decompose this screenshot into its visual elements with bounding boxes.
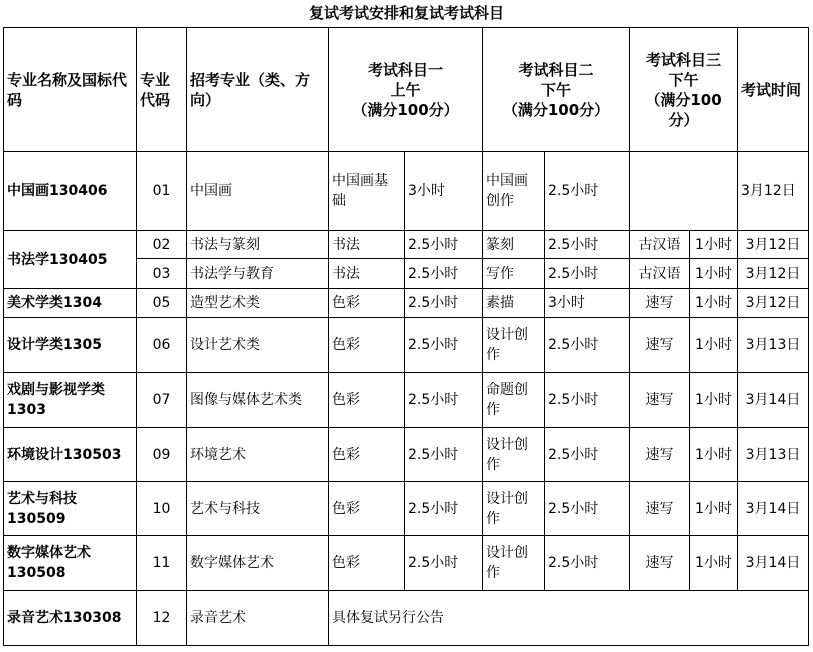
cell-code: 12 — [137, 591, 187, 646]
cell-subject-1: 中国画基础 — [329, 152, 405, 231]
cell-duration-2: 2.5小时 — [545, 482, 630, 536]
cell-date: 3月12日 — [738, 259, 809, 289]
cell-subject-2: 素描 — [483, 289, 545, 318]
cell-subject-3: 古汉语 — [630, 259, 690, 289]
page-title: 复试考试安排和复试考试科目 — [308, 4, 504, 22]
cell-duration-1: 2.5小时 — [405, 231, 483, 259]
cell-direction: 环境艺术 — [187, 428, 329, 482]
cell-date: 3月13日 — [738, 318, 809, 373]
cell-direction: 录音艺术 — [187, 591, 329, 646]
cell-duration-3 — [690, 152, 738, 231]
header-direction: 招考专业（类、方向） — [187, 28, 329, 152]
cell-duration-1: 2.5小时 — [405, 482, 483, 536]
cell-duration-3: 1小时 — [690, 482, 738, 536]
cell-duration-1: 2.5小时 — [405, 536, 483, 591]
cell-subject-3 — [630, 152, 690, 231]
cell-major: 书法学130405 — [4, 231, 137, 289]
cell-subject-1: 色彩 — [329, 373, 405, 428]
cell-duration-2: 2.5小时 — [545, 318, 630, 373]
cell-subject-3: 速写 — [630, 318, 690, 373]
cell-duration-2: 3小时 — [545, 289, 630, 318]
table-row — [4, 289, 809, 318]
cell-duration-1: 2.5小时 — [405, 373, 483, 428]
cell-subject-1: 色彩 — [329, 482, 405, 536]
cell-date: 3月12日 — [738, 231, 809, 259]
cell-subject-2: 设计创作 — [483, 428, 545, 482]
cell-subject-2: 设计创作 — [483, 318, 545, 373]
cell-duration-1: 2.5小时 — [405, 289, 483, 318]
cell-subject-2: 写作 — [483, 259, 545, 289]
cell-subject-2: 命题创作 — [483, 373, 545, 428]
cell-duration-3: 1小时 — [690, 289, 738, 318]
cell-code: 11 — [137, 536, 187, 591]
table-row — [4, 482, 809, 536]
cell-duration-3: 1小时 — [690, 536, 738, 591]
cell-duration-3: 1小时 — [690, 373, 738, 428]
cell-date: 3月14日 — [738, 373, 809, 428]
cell-code: 03 — [137, 259, 187, 289]
cell-major: 录音艺术130308 — [4, 591, 137, 646]
header-row — [4, 28, 809, 152]
header-time: 考试时间 — [738, 28, 809, 152]
cell-code: 06 — [137, 318, 187, 373]
cell-duration-2: 2.5小时 — [545, 259, 630, 289]
cell-duration-1: 2.5小时 — [405, 428, 483, 482]
cell-duration-2: 2.5小时 — [545, 152, 630, 231]
cell-date: 3月14日 — [738, 536, 809, 591]
cell-subject-2: 中国画创作 — [483, 152, 545, 231]
cell-subject-3: 速写 — [630, 373, 690, 428]
header-major: 专业名称及国标代码 — [4, 28, 137, 152]
cell-subject-2: 篆刻 — [483, 231, 545, 259]
cell-duration-2: 2.5小时 — [545, 428, 630, 482]
table-row — [4, 536, 809, 591]
table-row — [4, 152, 809, 231]
table-row — [4, 318, 809, 373]
cell-direction: 中国画 — [187, 152, 329, 231]
cell-duration-2: 2.5小时 — [545, 373, 630, 428]
cell-subject-1: 色彩 — [329, 318, 405, 373]
cell-subject-1: 色彩 — [329, 289, 405, 318]
cell-subject-3: 速写 — [630, 482, 690, 536]
cell-major: 设计学类1305 — [4, 318, 137, 373]
cell-duration-1: 2.5小时 — [405, 259, 483, 289]
cell-subject-1: 色彩 — [329, 428, 405, 482]
cell-date: 3月12日 — [738, 289, 809, 318]
cell-subject-3: 速写 — [630, 289, 690, 318]
header-code: 专业代码 — [137, 28, 187, 152]
cell-subject-3: 速写 — [630, 536, 690, 591]
cell-code: 01 — [137, 152, 187, 231]
header-subject-1: 考试科目一 上午 （满分100分） — [329, 28, 483, 152]
exam-schedule-table — [3, 27, 809, 646]
cell-subject-1: 色彩 — [329, 536, 405, 591]
cell-major: 艺术与科技130509 — [4, 482, 137, 536]
cell-major: 环境设计130503 — [4, 428, 137, 482]
table-row — [4, 428, 809, 482]
cell-code: 07 — [137, 373, 187, 428]
cell-direction: 造型艺术类 — [187, 289, 329, 318]
cell-direction: 艺术与科技 — [187, 482, 329, 536]
table-row — [4, 591, 809, 646]
cell-duration-3: 1小时 — [690, 428, 738, 482]
cell-major: 美术学类1304 — [4, 289, 137, 318]
cell-subject-2: 设计创作 — [483, 536, 545, 591]
table-row — [4, 231, 809, 259]
table-row — [4, 373, 809, 428]
cell-code: 02 — [137, 231, 187, 259]
cell-direction: 书法学与教育 — [187, 259, 329, 289]
cell-major: 中国画130406 — [4, 152, 137, 231]
cell-subject-1: 书法 — [329, 259, 405, 289]
cell-code: 09 — [137, 428, 187, 482]
cell-duration-2: 2.5小时 — [545, 231, 630, 259]
cell-duration-3: 1小时 — [690, 259, 738, 289]
cell-subject-1: 书法 — [329, 231, 405, 259]
cell-code: 10 — [137, 482, 187, 536]
cell-duration-1: 2.5小时 — [405, 318, 483, 373]
cell-duration-1: 3小时 — [405, 152, 483, 231]
cell-date: 3月12日 — [738, 152, 809, 231]
cell-duration-3: 1小时 — [690, 318, 738, 373]
cell-note: 具体复试另行公告 — [329, 591, 809, 646]
cell-subject-2: 设计创作 — [483, 482, 545, 536]
cell-duration-3: 1小时 — [690, 231, 738, 259]
cell-major: 数字媒体艺术130508 — [4, 536, 137, 591]
cell-direction: 设计艺术类 — [187, 318, 329, 373]
cell-date: 3月14日 — [738, 482, 809, 536]
header-subject-2: 考试科目二 下午 （满分100分） — [483, 28, 630, 152]
cell-direction: 数字媒体艺术 — [187, 536, 329, 591]
cell-major: 戏剧与影视学类1303 — [4, 373, 137, 428]
cell-code: 05 — [137, 289, 187, 318]
cell-subject-3: 古汉语 — [630, 231, 690, 259]
cell-duration-2: 2.5小时 — [545, 536, 630, 591]
cell-direction: 图像与媒体艺术类 — [187, 373, 329, 428]
cell-date: 3月13日 — [738, 428, 809, 482]
cell-subject-3: 速写 — [630, 428, 690, 482]
cell-direction: 书法与篆刻 — [187, 231, 329, 259]
header-subject-3: 考试科目三 下午 （满分100 分） — [630, 28, 738, 152]
